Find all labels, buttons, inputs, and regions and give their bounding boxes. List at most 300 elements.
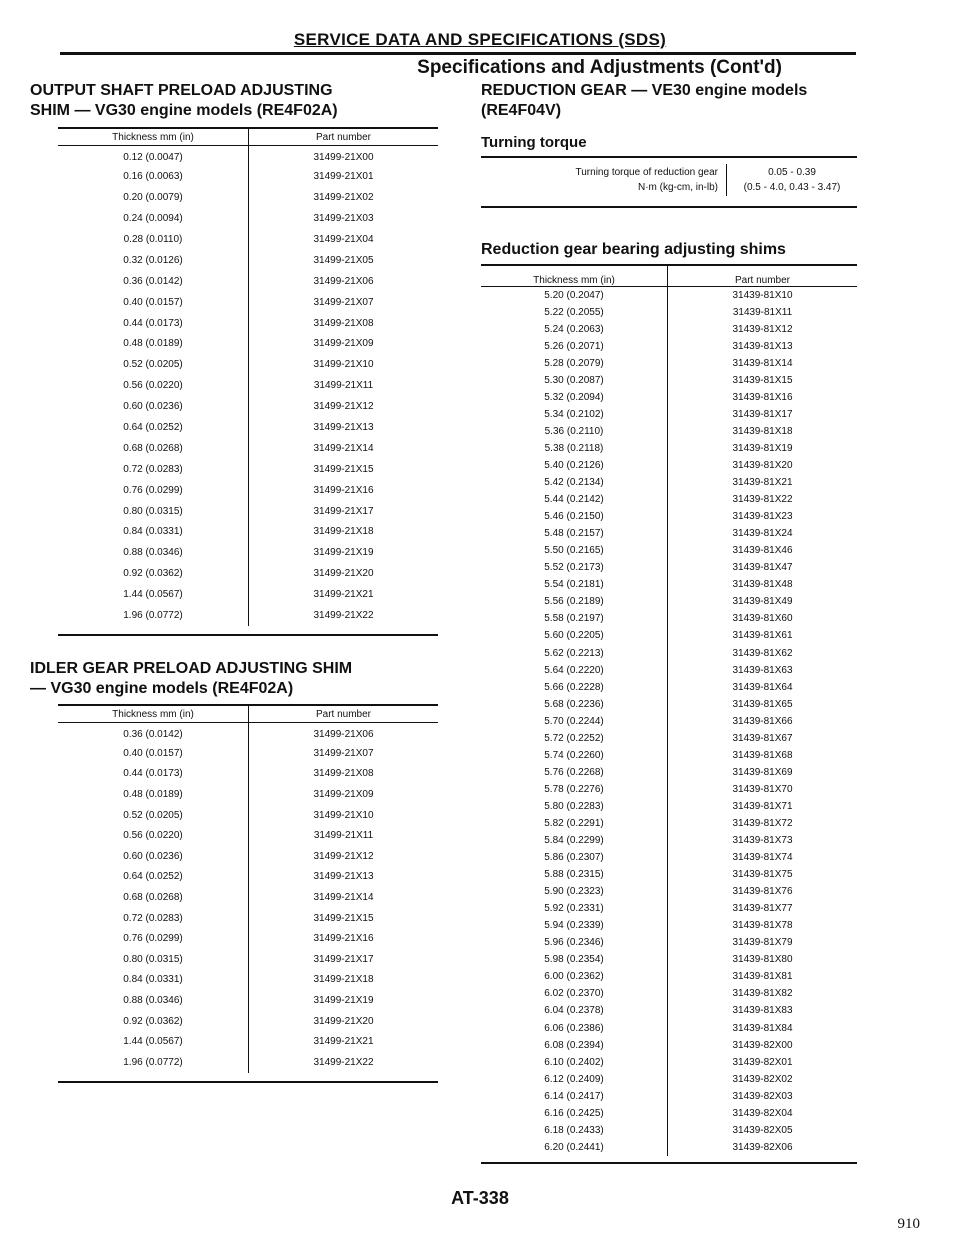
part-number-cell: 31499-21X13 <box>313 422 374 434</box>
table-row <box>481 781 857 798</box>
part-number-cell: 31439-82X06 <box>732 1141 793 1153</box>
part-number-cell: 31499-21X16 <box>313 933 374 945</box>
table-row <box>58 396 438 417</box>
table-row <box>481 1002 857 1019</box>
thickness-cell: 5.48 (0.2157) <box>481 525 668 542</box>
table-row <box>481 1088 857 1105</box>
thickness-cell: 6.16 (0.2425) <box>481 1105 668 1122</box>
thickness-cell: 5.44 (0.2142) <box>481 491 668 508</box>
thickness-cell: 0.88 (0.0346) <box>58 542 249 563</box>
thickness-cell: 5.90 (0.2323) <box>481 883 668 900</box>
part-number-cell: 31499-21X03 <box>313 213 374 225</box>
reduction-gear-heading-line2: (RE4F04V) <box>481 102 562 119</box>
table-row <box>481 355 857 372</box>
part-number-cell: 31499-21X20 <box>313 568 374 580</box>
table-row <box>58 438 438 459</box>
thickness-cell: 0.76 (0.0299) <box>58 928 249 949</box>
thickness-cell: 0.24 (0.0094) <box>58 208 249 229</box>
thickness-cell: 5.34 (0.2102) <box>481 406 668 423</box>
part-number-cell: 31439-81X22 <box>732 494 793 506</box>
thickness-cell: 5.30 (0.2087) <box>481 372 668 389</box>
table-row <box>481 968 857 985</box>
part-number-cell: 31439-81X62 <box>732 647 793 659</box>
page-code: AT-338 <box>451 1188 509 1208</box>
table-row <box>481 644 857 661</box>
table-row <box>58 1031 438 1052</box>
table-row <box>481 713 857 730</box>
thickness-cell: 5.66 (0.2228) <box>481 679 668 696</box>
table-row <box>481 542 857 559</box>
part-number-cell: 31439-81X80 <box>732 954 793 966</box>
table-row <box>58 208 438 229</box>
thickness-cell: 0.68 (0.0268) <box>58 887 249 908</box>
part-number-cell: 31439-81X82 <box>732 988 793 1000</box>
thickness-cell: 5.76 (0.2268) <box>481 764 668 781</box>
table-row <box>481 423 857 440</box>
table-row <box>481 1020 857 1037</box>
part-number-cell: 31499-21X09 <box>313 789 374 801</box>
table-row <box>58 354 438 375</box>
table-row <box>58 764 438 785</box>
thickness-cell: 5.98 (0.2354) <box>481 951 668 968</box>
table-row <box>58 271 438 292</box>
part-number-cell: 31499-21X15 <box>313 912 374 924</box>
table-row <box>481 457 857 474</box>
part-number-cell: 31439-81X69 <box>732 766 793 778</box>
part-number-cell: 31499-21X07 <box>313 747 374 759</box>
thickness-cell: 5.62 (0.2213) <box>481 644 668 661</box>
part-number-cell: 31499-21X19 <box>313 547 374 559</box>
part-number-cell: 31439-81X65 <box>732 698 793 710</box>
table-row <box>58 417 438 438</box>
thickness-cell: 5.28 (0.2079) <box>481 355 668 372</box>
table-row <box>58 867 438 888</box>
part-number-cell: 31439-81X78 <box>732 920 793 932</box>
thickness-cell: 0.40 (0.0157) <box>58 743 249 764</box>
table-row <box>481 1071 857 1088</box>
table-bottom-rule <box>481 1162 857 1164</box>
part-number-cell: 31439-81X19 <box>732 442 793 454</box>
reduction-gear-heading-line1: REDUCTION GEAR — VE30 engine models <box>481 82 808 99</box>
part-number-cell: 31439-81X17 <box>732 408 793 420</box>
thickness-cell: 6.08 (0.2394) <box>481 1037 668 1054</box>
part-number-cell: 31439-81X66 <box>732 715 793 727</box>
table-row <box>481 525 857 542</box>
table-row <box>481 951 857 968</box>
table-row <box>481 917 857 934</box>
thickness-cell: 0.52 (0.0205) <box>58 805 249 826</box>
table-row <box>481 491 857 508</box>
part-number-cell: 31439-82X00 <box>732 1039 793 1051</box>
table-row <box>481 798 857 815</box>
thickness-cell: 0.80 (0.0315) <box>58 949 249 970</box>
table-row <box>481 934 857 951</box>
part-number-cell: 31439-81X73 <box>732 835 793 847</box>
part-number-cell: 31499-21X22 <box>313 610 374 622</box>
thickness-cell: 1.44 (0.0567) <box>58 584 249 605</box>
table-row <box>481 832 857 849</box>
part-number-cell: 31439-82X02 <box>732 1073 793 1085</box>
turning-torque-heading: Turning torque <box>481 134 587 151</box>
part-number-cell: 31439-81X81 <box>732 971 793 983</box>
part-number-cell: 31439-81X48 <box>732 579 793 591</box>
part-number-cell: 31499-21X14 <box>313 892 374 904</box>
part-number-cell: 31499-21X06 <box>313 275 374 287</box>
table-row <box>58 825 438 846</box>
thickness-cell: 5.74 (0.2260) <box>481 747 668 764</box>
part-number-cell: 31499-21X14 <box>313 442 374 454</box>
thickness-cell: 0.56 (0.0220) <box>58 825 249 846</box>
table-row <box>481 696 857 713</box>
turning-torque-label-line1: Turning torque of reduction gear <box>575 167 718 178</box>
part-number-cell: 31439-81X67 <box>732 732 793 744</box>
idler-gear-table <box>58 704 438 1083</box>
table-row <box>58 605 438 626</box>
part-number-cell: 31499-21X15 <box>313 463 374 475</box>
table-row <box>58 375 438 396</box>
thickness-cell: 5.88 (0.2315) <box>481 866 668 883</box>
table-row <box>58 584 438 605</box>
thickness-cell: 5.64 (0.2220) <box>481 662 668 679</box>
part-number-cell: 31439-81X83 <box>732 1005 793 1017</box>
part-number-cell: 31499-21X21 <box>313 1036 374 1048</box>
part-number-cell: 31439-81X24 <box>732 528 793 540</box>
part-number-cell: 31499-21X21 <box>313 589 374 601</box>
turning-torque-spec <box>481 164 857 196</box>
table-row <box>58 723 438 744</box>
part-number-cell: 31439-81X49 <box>732 596 793 608</box>
column-header-thickness: Thickness mm (in) <box>58 129 249 146</box>
output-shaft-shim-table <box>58 129 438 626</box>
table-row <box>58 250 438 271</box>
part-number-cell: 31439-81X23 <box>732 511 793 523</box>
thickness-cell: 0.92 (0.0362) <box>58 1011 249 1032</box>
thickness-cell: 5.96 (0.2346) <box>481 934 668 951</box>
thickness-cell: 0.40 (0.0157) <box>58 292 249 313</box>
thickness-cell: 5.78 (0.2276) <box>481 781 668 798</box>
part-number-cell: 31439-82X05 <box>732 1124 793 1136</box>
table-row <box>58 334 438 355</box>
table-row <box>58 166 438 187</box>
part-number-cell: 31439-81X84 <box>732 1022 793 1034</box>
turning-torque-value-line2: (0.5 - 4.0, 0.43 - 3.47) <box>743 182 841 193</box>
table-row <box>58 1052 438 1073</box>
thickness-cell: 5.60 (0.2205) <box>481 627 668 644</box>
table-row <box>481 627 857 644</box>
column-header-part-number: Part number <box>249 129 439 146</box>
table-row <box>481 389 857 406</box>
part-number-cell: 31439-81X15 <box>732 374 793 386</box>
part-number-cell: 31499-21X17 <box>313 505 374 517</box>
part-number-cell: 31499-21X20 <box>313 1015 374 1027</box>
column-header-part-number: Part number <box>249 706 439 723</box>
table-row <box>58 928 438 949</box>
thickness-cell: 5.42 (0.2134) <box>481 474 668 491</box>
part-number-cell: 31439-81X14 <box>732 357 793 369</box>
part-number-cell: 31499-21X10 <box>313 359 374 371</box>
table-row <box>481 593 857 610</box>
thickness-cell: 5.82 (0.2291) <box>481 815 668 832</box>
output-shaft-table <box>58 127 438 636</box>
part-number-cell: 31499-21X08 <box>313 768 374 780</box>
turning-torque-table <box>481 156 857 208</box>
thickness-cell: 5.54 (0.2181) <box>481 576 668 593</box>
thickness-cell: 0.92 (0.0362) <box>58 563 249 584</box>
thickness-cell: 6.04 (0.2378) <box>481 1002 668 1019</box>
table-row <box>481 866 857 883</box>
turning-torque-value <box>727 164 858 196</box>
thickness-cell: 5.40 (0.2126) <box>481 457 668 474</box>
part-number-cell: 31499-21X02 <box>313 192 374 204</box>
table-row <box>481 576 857 593</box>
table-row <box>481 1037 857 1054</box>
part-number-cell: 31439-81X60 <box>732 613 793 625</box>
table-row <box>58 480 438 501</box>
thickness-cell: 6.02 (0.2370) <box>481 985 668 1002</box>
thickness-cell: 5.68 (0.2236) <box>481 696 668 713</box>
part-number-cell: 31499-21X19 <box>313 995 374 1007</box>
thickness-cell: 6.18 (0.2433) <box>481 1122 668 1139</box>
thickness-cell: 0.84 (0.0331) <box>58 522 249 543</box>
part-number-cell: 31499-21X01 <box>313 171 374 183</box>
output-shaft-heading <box>30 81 338 121</box>
part-number-cell: 31499-21X09 <box>313 338 374 350</box>
thickness-cell: 0.32 (0.0126) <box>58 250 249 271</box>
thickness-cell: 1.96 (0.0772) <box>58 1052 249 1073</box>
thickness-cell: 1.44 (0.0567) <box>58 1031 249 1052</box>
turning-torque-label <box>481 164 727 196</box>
thickness-cell: 6.00 (0.2362) <box>481 968 668 985</box>
thickness-cell: 0.52 (0.0205) <box>58 354 249 375</box>
part-number-cell: 31499-21X08 <box>313 317 374 329</box>
part-number-cell: 31439-81X18 <box>732 425 793 437</box>
part-number-cell: 31439-81X72 <box>732 817 793 829</box>
table-row <box>481 321 857 338</box>
reduction-gear-shim-table <box>481 266 857 1156</box>
thickness-cell: 6.20 (0.2441) <box>481 1139 668 1156</box>
thickness-cell: 5.38 (0.2118) <box>481 440 668 457</box>
table-row <box>58 522 438 543</box>
turning-torque-unit: N·m (kg-cm, in-lb) <box>638 182 718 193</box>
thickness-cell: 0.60 (0.0236) <box>58 396 249 417</box>
part-number-cell: 31499-21X05 <box>313 254 374 266</box>
part-number-cell: 31439-81X64 <box>732 681 793 693</box>
table-row <box>58 970 438 991</box>
table-row <box>58 542 438 563</box>
table-row <box>481 440 857 457</box>
part-number-cell: 31439-81X21 <box>732 477 793 489</box>
table-row <box>58 187 438 208</box>
table-row <box>58 846 438 867</box>
part-number-cell: 31439-81X61 <box>732 630 793 642</box>
table-row <box>481 474 857 491</box>
output-shaft-heading-line1: OUTPUT SHAFT PRELOAD ADJUSTING <box>30 82 333 99</box>
part-number-cell: 31439-81X10 <box>732 290 793 302</box>
table-row <box>58 887 438 908</box>
part-number-cell: 31439-81X71 <box>732 800 793 812</box>
table-row <box>481 815 857 832</box>
table-row <box>481 662 857 679</box>
idler-gear-heading-line2: — VG30 engine models (RE4F02A) <box>30 680 294 697</box>
part-number-cell: 31439-82X01 <box>732 1056 793 1068</box>
table-row <box>481 985 857 1002</box>
thickness-cell: 5.56 (0.2189) <box>481 593 668 610</box>
reduction-shims-table <box>481 264 857 1164</box>
thickness-cell: 5.92 (0.2331) <box>481 900 668 917</box>
part-number-cell: 31439-81X76 <box>732 886 793 898</box>
table-bottom-rule <box>58 1081 438 1083</box>
part-number-cell: 31439-81X11 <box>732 306 793 318</box>
part-number-cell: 31439-82X03 <box>732 1090 793 1102</box>
thickness-cell: 0.68 (0.0268) <box>58 438 249 459</box>
table-row <box>58 501 438 522</box>
thickness-cell: 1.96 (0.0772) <box>58 605 249 626</box>
thickness-cell: 5.22 (0.2055) <box>481 304 668 321</box>
part-number-cell: 31439-81X13 <box>732 340 793 352</box>
thickness-cell: 5.32 (0.2094) <box>481 389 668 406</box>
idler-gear-heading-line1: IDLER GEAR PRELOAD ADJUSTING SHIM <box>30 660 353 677</box>
table-row <box>481 406 857 423</box>
page-number: 910 <box>897 1216 920 1232</box>
turning-torque-value-line1: 0.05 - 0.39 <box>768 167 816 178</box>
part-number-cell: 31439-81X75 <box>732 869 793 881</box>
part-number-cell: 31439-81X47 <box>732 562 793 574</box>
part-number-cell: 31499-21X07 <box>313 296 374 308</box>
table-row <box>481 849 857 866</box>
thickness-cell: 5.58 (0.2197) <box>481 610 668 627</box>
idler-gear-shim-table <box>58 706 438 1073</box>
table-row <box>481 730 857 747</box>
table-row <box>58 908 438 929</box>
table-row <box>58 292 438 313</box>
table-row <box>58 784 438 805</box>
page-header-subtitle: Specifications and Adjustments (Cont'd) <box>417 57 782 78</box>
table-row <box>481 1122 857 1139</box>
part-number-cell: 31439-81X70 <box>732 783 793 795</box>
thickness-cell: 0.48 (0.0189) <box>58 334 249 355</box>
thickness-cell: 0.36 (0.0142) <box>58 271 249 292</box>
part-number-cell: 31499-21X18 <box>313 974 374 986</box>
header-rule <box>60 52 856 55</box>
thickness-cell: 5.94 (0.2339) <box>481 917 668 934</box>
table-row <box>58 743 438 764</box>
part-number-cell: 31499-21X22 <box>313 1056 374 1068</box>
column-header-part-number: Part number <box>668 266 858 287</box>
table-row <box>481 900 857 917</box>
part-number-cell: 31499-21X10 <box>313 809 374 821</box>
part-number-cell: 31499-21X11 <box>313 830 374 842</box>
table-row <box>481 883 857 900</box>
table-row <box>58 459 438 480</box>
thickness-cell: 0.44 (0.0173) <box>58 313 249 334</box>
part-number-cell: 31499-21X12 <box>313 850 374 862</box>
thickness-cell: 5.36 (0.2110) <box>481 423 668 440</box>
part-number-cell: 31499-21X12 <box>313 401 374 413</box>
part-number-cell: 31439-81X63 <box>732 664 793 676</box>
column-header-thickness: Thickness mm (in) <box>58 706 249 723</box>
thickness-cell: 0.48 (0.0189) <box>58 784 249 805</box>
table-row <box>481 1139 857 1156</box>
table-row <box>481 610 857 627</box>
thickness-cell: 0.72 (0.0283) <box>58 459 249 480</box>
part-number-cell: 31439-81X74 <box>732 852 793 864</box>
thickness-cell: 0.16 (0.0063) <box>58 166 249 187</box>
table-row <box>58 563 438 584</box>
table-bottom-rule <box>481 206 857 208</box>
table-row <box>481 508 857 525</box>
table-row <box>58 146 438 167</box>
thickness-cell: 0.44 (0.0173) <box>58 764 249 785</box>
thickness-cell: 0.72 (0.0283) <box>58 908 249 929</box>
thickness-cell: 5.46 (0.2150) <box>481 508 668 525</box>
thickness-cell: 5.72 (0.2252) <box>481 730 668 747</box>
part-number-cell: 31499-21X04 <box>313 234 374 245</box>
table-row <box>481 1105 857 1122</box>
table-row <box>58 990 438 1011</box>
part-number-cell: 31499-21X18 <box>313 526 374 538</box>
thickness-cell: 5.20 (0.2047) <box>481 287 668 304</box>
idler-gear-heading <box>30 659 352 699</box>
output-shaft-heading-line2: SHIM — VG30 engine models (RE4F02A) <box>30 102 338 119</box>
table-bottom-rule <box>58 634 438 636</box>
part-number-cell: 31439-81X20 <box>732 459 793 471</box>
thickness-cell: 0.84 (0.0331) <box>58 970 249 991</box>
part-number-cell: 31499-21X06 <box>313 728 374 740</box>
thickness-cell: 0.20 (0.0079) <box>58 187 249 208</box>
thickness-cell: 0.64 (0.0252) <box>58 417 249 438</box>
thickness-cell: 5.52 (0.2173) <box>481 559 668 576</box>
reduction-gear-heading <box>481 81 807 121</box>
part-number-cell: 31439-81X79 <box>732 937 793 949</box>
thickness-cell: 0.76 (0.0299) <box>58 480 249 501</box>
thickness-cell: 0.88 (0.0346) <box>58 990 249 1011</box>
part-number-cell: 31439-81X16 <box>732 391 793 403</box>
thickness-cell: 5.50 (0.2165) <box>481 542 668 559</box>
thickness-cell: 6.10 (0.2402) <box>481 1054 668 1071</box>
thickness-cell: 6.12 (0.2409) <box>481 1071 668 1088</box>
table-row <box>481 679 857 696</box>
reduction-shims-heading: Reduction gear bearing adjusting shims <box>481 241 786 258</box>
table-row <box>481 304 857 321</box>
table-row <box>58 949 438 970</box>
part-number-cell: 31439-82X04 <box>732 1107 793 1119</box>
thickness-cell: 5.86 (0.2307) <box>481 849 668 866</box>
table-row <box>58 313 438 334</box>
part-number-cell: 31499-21X13 <box>313 871 374 883</box>
table-top-rule <box>481 156 857 158</box>
thickness-cell: 6.14 (0.2417) <box>481 1088 668 1105</box>
thickness-cell: 0.12 (0.0047) <box>58 146 249 167</box>
table-row <box>481 764 857 781</box>
part-number-cell: 31499-21X17 <box>313 953 374 965</box>
thickness-cell: 5.26 (0.2071) <box>481 338 668 355</box>
table-row <box>58 1011 438 1032</box>
table-row <box>481 559 857 576</box>
table-row <box>58 229 438 250</box>
part-number-cell: 31439-81X68 <box>732 749 793 761</box>
thickness-cell: 0.36 (0.0142) <box>58 723 249 744</box>
thickness-cell: 5.80 (0.2283) <box>481 798 668 815</box>
table-row <box>58 805 438 826</box>
part-number-cell: 31499-21X16 <box>313 484 374 496</box>
thickness-cell: 0.64 (0.0252) <box>58 867 249 888</box>
thickness-cell: 0.80 (0.0315) <box>58 501 249 522</box>
thickness-cell: 5.24 (0.2063) <box>481 321 668 338</box>
thickness-cell: 5.84 (0.2299) <box>481 832 668 849</box>
page-header-title: SERVICE DATA AND SPECIFICATIONS (SDS) <box>293 30 667 49</box>
thickness-cell: 6.06 (0.2386) <box>481 1020 668 1037</box>
thickness-cell: 0.28 (0.0110) <box>58 229 249 250</box>
